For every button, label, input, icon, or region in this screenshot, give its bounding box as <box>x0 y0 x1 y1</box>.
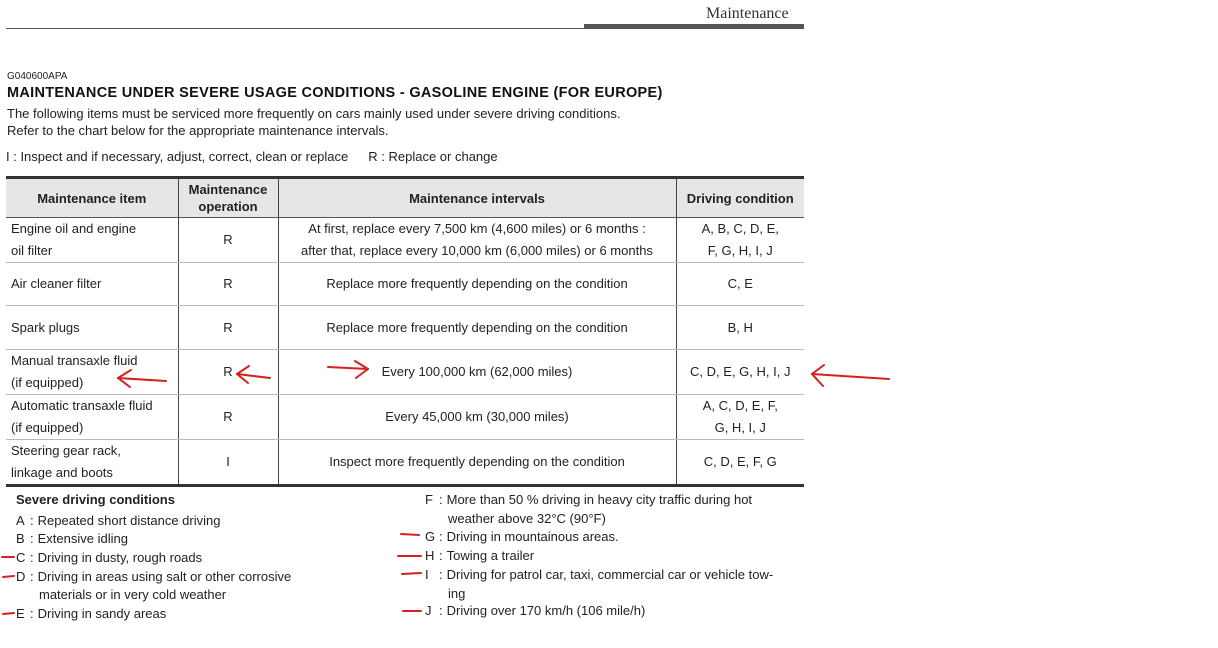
condition-key: C <box>16 550 26 565</box>
condition-cell: B, H <box>676 306 804 350</box>
condition-key: I <box>425 567 429 582</box>
condition-h: H : Towing a trailer <box>425 548 535 563</box>
header-rule-accent <box>584 24 804 29</box>
condition-c: C : Driving in dusty, rough roads <box>16 550 203 565</box>
item-line-1: Steering gear rack, <box>11 443 121 458</box>
interval-cell: Inspect more frequently depending on the condition <box>278 440 676 486</box>
table-row <box>6 263 804 306</box>
document-code: G040600APA <box>7 71 68 82</box>
table-row <box>6 218 804 263</box>
condition-d: D : Driving in areas using salt or other corrosive materials or in very cold weather <box>16 569 292 602</box>
conditions-heading: Severe driving conditions <box>16 492 175 507</box>
condition-key: B <box>16 531 25 546</box>
condition-text: Driving in sandy areas <box>37 606 167 621</box>
condition-key: G <box>425 529 436 544</box>
interval-line-2: after that, replace every 10,000 km (6,000 miles) or 6 months <box>301 243 653 258</box>
condition-key: E <box>16 606 25 621</box>
table-row <box>6 306 804 350</box>
condition-line-1: A, C, D, E, F, <box>702 398 778 413</box>
table-row <box>6 395 804 440</box>
operation-cell: R <box>178 218 278 263</box>
condition-cell <box>676 395 804 440</box>
header-operation-line-2: operation <box>198 199 258 214</box>
intro-line-1: The following items must be serviced more frequently on cars mainly used under severe driving conditions. <box>7 106 621 121</box>
header-maintenance-item: Maintenance item <box>6 178 178 218</box>
interval-cell: Every 100,000 km (62,000 miles) <box>278 350 676 395</box>
item-cell <box>6 440 178 486</box>
condition-text-continued: ing <box>448 586 466 601</box>
interval-cell: Replace more frequently depending on the condition <box>278 306 676 350</box>
item-line-1: Engine oil and engine <box>11 221 137 236</box>
legend-replace: R : Replace or change <box>368 149 498 164</box>
condition-key: H <box>425 548 435 563</box>
condition-text: Driving in dusty, rough roads <box>37 550 203 565</box>
table-header-row <box>6 178 804 218</box>
condition-line-2: G, H, I, J <box>714 420 766 435</box>
condition-key: J <box>425 603 432 618</box>
item-line-1: Manual transaxle fluid <box>11 353 138 368</box>
annotation-mark <box>402 573 421 574</box>
condition-a: A : Repeated short distance driving <box>16 513 221 528</box>
condition-cell: C, D, E, F, G <box>676 440 804 486</box>
condition-text: Driving in mountainous areas. <box>446 529 619 544</box>
header-maintenance-operation <box>178 178 278 218</box>
annotation-mark <box>3 613 14 614</box>
item-cell <box>6 218 178 263</box>
item-line-2: linkage and boots <box>11 465 113 480</box>
header-rule <box>6 28 584 29</box>
condition-text-continued: materials or in very cold weather <box>39 587 227 602</box>
header-driving-condition: Driving condition <box>676 178 804 218</box>
condition-j: J : Driving over 170 km/h (106 mile/h) <box>425 603 646 618</box>
condition-text: Driving over 170 km/h (106 mile/h) <box>446 603 646 618</box>
interval-cell: Every 45,000 km (30,000 miles) <box>278 395 676 440</box>
legend-inspect: I : Inspect and if necessary, adjust, correct, clean or replace <box>6 149 349 164</box>
condition-text: Extensive idling <box>37 531 128 546</box>
header-operation-line-1: Maintenance <box>188 182 268 197</box>
maintenance-table <box>6 176 804 487</box>
item-cell <box>6 350 178 395</box>
condition-text: Repeated short distance driving <box>37 513 221 528</box>
item-cell: Spark plugs <box>6 306 178 350</box>
item-cell: Air cleaner filter <box>6 263 178 306</box>
intro-line-2: Refer to the chart below for the appropriate maintenance intervals. <box>7 123 389 138</box>
interval-cell <box>278 218 676 263</box>
condition-cell: C, E <box>676 263 804 306</box>
interval-cell: Replace more frequently depending on the condition <box>278 263 676 306</box>
condition-text-continued: weather above 32°C (90°F) <box>448 511 606 526</box>
condition-text: More than 50 % driving in heavy city traffic during hot <box>446 492 753 507</box>
condition-line-1: A, B, C, D, E, <box>701 221 779 236</box>
section-title: Maintenance <box>706 5 789 22</box>
condition-line-2: F, G, H, I, J <box>707 243 773 258</box>
condition-key: D <box>16 569 26 584</box>
operation-cell: R <box>178 306 278 350</box>
condition-i: I : Driving for patrol car, taxi, commercial car or vehicle tow- ing <box>425 567 774 601</box>
condition-cell <box>676 218 804 263</box>
operation-cell: I <box>178 440 278 486</box>
operation-cell: R <box>178 395 278 440</box>
interval-line-1: At first, replace every 7,500 km (4,600 miles) or 6 months : <box>308 221 646 236</box>
condition-key: F <box>425 492 433 507</box>
table-row <box>6 350 804 395</box>
header-maintenance-intervals: Maintenance intervals <box>278 178 676 218</box>
item-cell <box>6 395 178 440</box>
condition-text: Driving in areas using salt or other corrosive <box>37 569 292 584</box>
annotation-mark <box>3 576 14 577</box>
condition-key: A <box>16 513 25 528</box>
item-line-2: oil filter <box>11 243 53 258</box>
page-title: MAINTENANCE UNDER SEVERE USAGE CONDITIONS - GASOLINE ENGINE (FOR EUROPE) <box>7 85 663 101</box>
annotation-arrow-icon <box>812 365 889 386</box>
condition-f: F : More than 50 % driving in heavy city traffic during hot weather above 32°C (90°F) <box>425 492 753 526</box>
operation-cell: R <box>178 350 278 395</box>
condition-text: Towing a trailer <box>446 548 535 563</box>
item-line-2: (if equipped) <box>11 375 84 390</box>
condition-text: Driving for patrol car, taxi, commercial car or vehicle tow- <box>446 567 774 582</box>
item-line-1: Automatic transaxle fluid <box>11 398 153 413</box>
condition-b: B : Extensive idling <box>16 531 128 546</box>
condition-e: E : Driving in sandy areas <box>16 606 167 621</box>
condition-cell: C, D, E, G, H, I, J <box>676 350 804 395</box>
condition-g: G : Driving in mountainous areas. <box>425 529 619 544</box>
operation-cell: R <box>178 263 278 306</box>
item-line-2: (if equipped) <box>11 420 84 435</box>
annotation-mark <box>401 534 419 535</box>
table-row <box>6 440 804 486</box>
operation-legend <box>6 149 498 164</box>
